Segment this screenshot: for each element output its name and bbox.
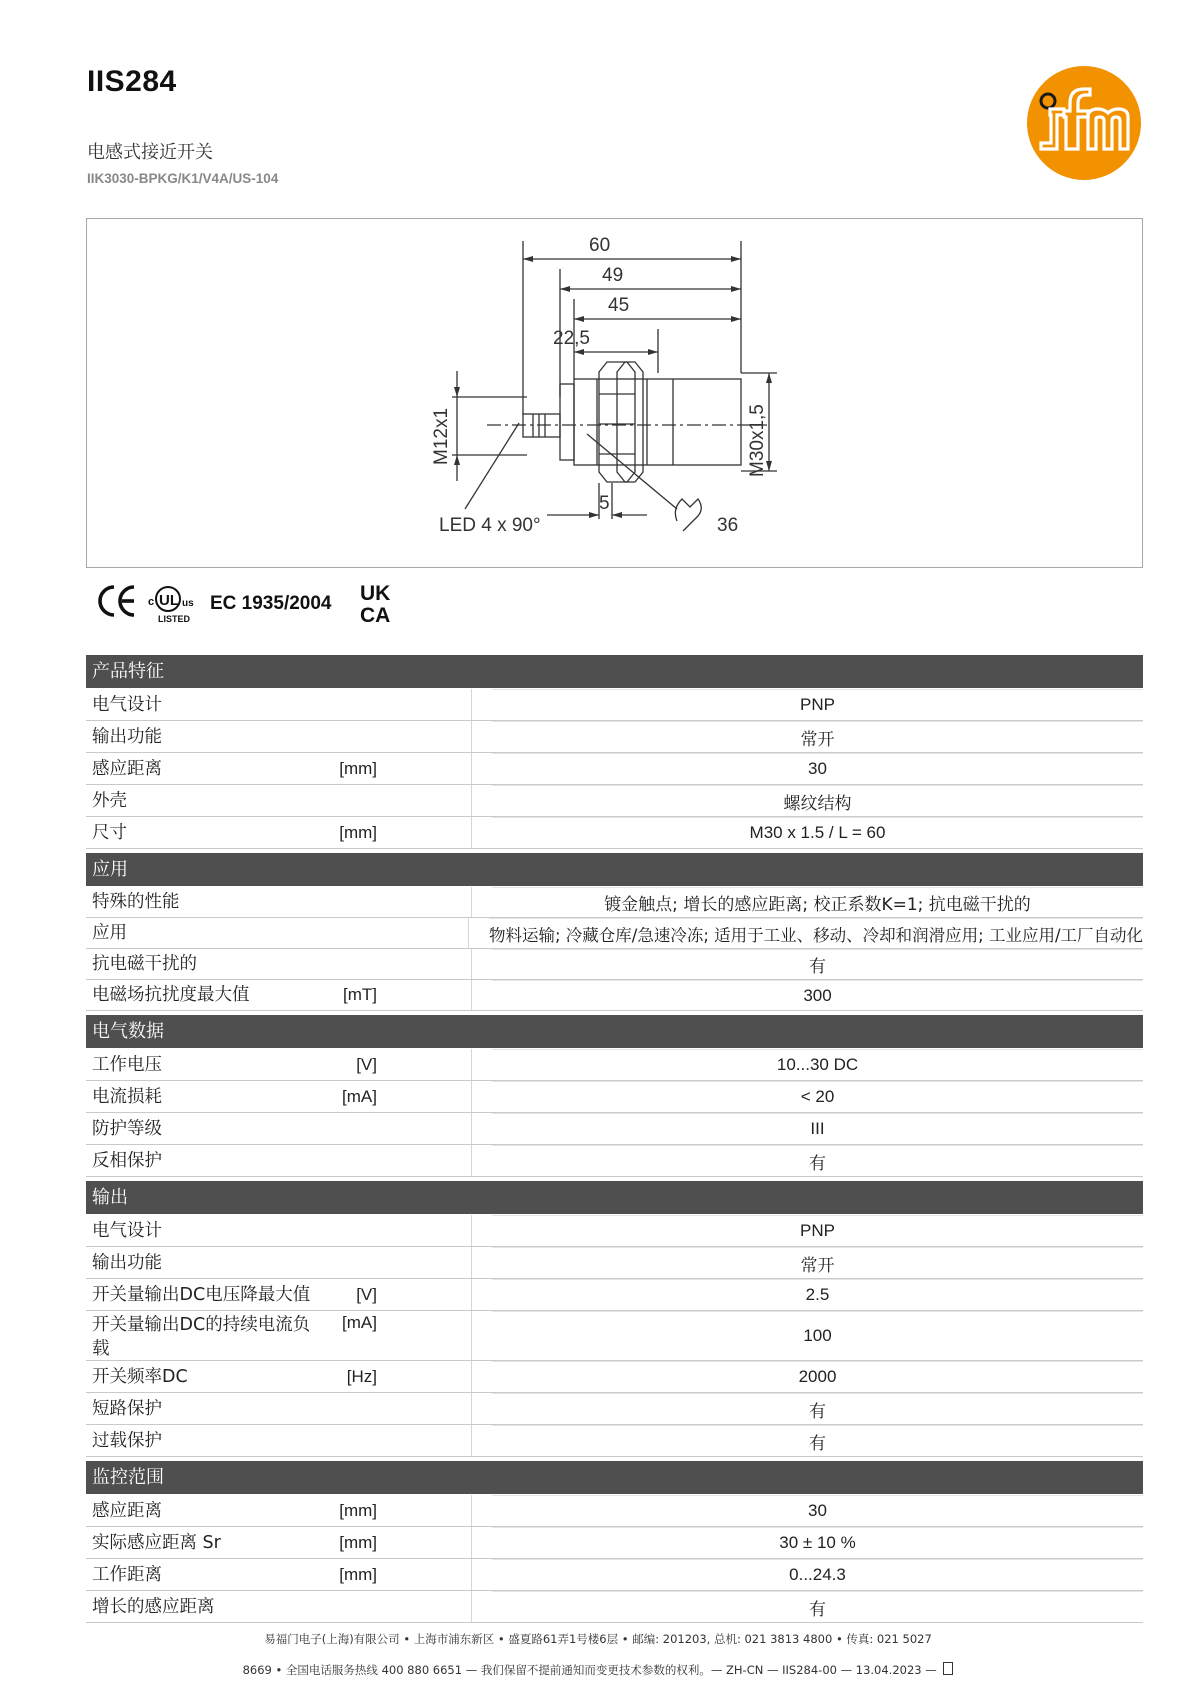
table-row — [86, 785, 1143, 817]
dim-60: 60 — [589, 235, 611, 256]
dim-5: 5 — [599, 493, 610, 514]
dim-45: 45 — [608, 295, 630, 316]
table-row — [86, 721, 1143, 753]
ul-listed-mark — [148, 587, 194, 624]
row-label: 开关频率DC — [92, 1366, 188, 1387]
product-subtitle: 电感式接近开关 — [87, 142, 213, 163]
row-value: 常开 — [492, 1247, 1143, 1278]
table-row — [86, 1081, 1143, 1113]
table-row — [86, 1559, 1143, 1591]
row-label: 电气设计 — [92, 694, 162, 715]
table-row — [86, 1425, 1143, 1457]
section-header: 监控范围 — [86, 1461, 1143, 1494]
svg-text:LISTED: LISTED — [158, 614, 191, 624]
dim-36: 36 — [717, 515, 739, 536]
section-output — [86, 1181, 1143, 1457]
row-label: 外壳 — [92, 790, 127, 811]
dimension-drawing-svg — [87, 219, 1144, 569]
row-unit: [mm] — [339, 822, 377, 842]
row-unit: [V] — [356, 1054, 377, 1074]
row-value: 物料运输; 冷藏仓库/急速冷冻; 适用于工业、移动、冷却和润滑应用; 工业应用/工厂自动化 — [489, 918, 1143, 948]
led-label: LED 4 x 90° — [439, 515, 541, 536]
ifm-logo — [1026, 65, 1142, 181]
row-value: 有 — [492, 1393, 1143, 1424]
table-row — [86, 753, 1143, 785]
dim-49: 49 — [602, 265, 624, 286]
row-unit: [Hz] — [346, 1366, 377, 1386]
dimension-drawing — [86, 218, 1143, 568]
row-unit: [V] — [356, 1284, 377, 1304]
table-row — [86, 1591, 1143, 1623]
row-label: 电流损耗 — [92, 1086, 162, 1107]
section-application — [86, 853, 1143, 1011]
row-unit: [mm] — [339, 1500, 377, 1520]
row-label: 应用 — [92, 923, 127, 943]
ce-mark — [100, 587, 134, 615]
section-electrical-data — [86, 1015, 1143, 1177]
row-value: 30 — [492, 753, 1143, 784]
row-label: 特殊的性能 — [92, 892, 180, 912]
row-unit: [mA] — [342, 1313, 377, 1332]
row-label: 抗电磁干扰的 — [92, 954, 197, 974]
row-label: 工作距离 — [92, 1564, 162, 1585]
svg-text:UL: UL — [159, 592, 179, 609]
section-header: 产品特征 — [86, 655, 1143, 688]
row-unit: [mm] — [339, 1564, 377, 1584]
table-row — [86, 1049, 1143, 1081]
table-row — [86, 817, 1143, 849]
row-value: 10...30 DC — [492, 1049, 1143, 1080]
row-value: 30 ± 10 % — [492, 1527, 1143, 1558]
row-value: 镀金触点; 增长的感应距离; 校正系数K=1; 抗电磁干扰的 — [492, 887, 1143, 917]
table-row — [86, 1113, 1143, 1145]
row-label: 输出功能 — [92, 726, 162, 747]
row-value: PNP — [492, 1215, 1143, 1246]
table-row — [86, 980, 1143, 1011]
ukca-mark — [360, 582, 390, 627]
row-label: 反相保护 — [92, 1150, 162, 1171]
row-value: 100 — [492, 1311, 1143, 1360]
row-unit: [mm] — [339, 758, 377, 778]
row-value: 30 — [492, 1495, 1143, 1526]
dim-m12: M12x1 — [431, 407, 452, 465]
row-label: 工作电压 — [92, 1054, 162, 1075]
article-number: IIK3030-BPKG/K1/V4A/US-104 — [87, 171, 279, 186]
row-value: 常开 — [492, 721, 1143, 752]
svg-text:CA: CA — [360, 604, 391, 627]
row-label: 电磁场抗扰度最大值 — [92, 985, 250, 1005]
section-header: 输出 — [86, 1181, 1143, 1214]
row-label: 感应距离 — [92, 758, 162, 779]
svg-text:c: c — [148, 596, 155, 608]
dim-22-5: 22,5 — [553, 328, 590, 349]
table-row — [86, 1247, 1143, 1279]
table-row — [86, 689, 1143, 721]
table-row — [86, 887, 1143, 918]
row-label: 防护等级 — [92, 1118, 162, 1139]
row-label: 尺寸 — [92, 822, 127, 843]
row-value: 有 — [492, 1591, 1143, 1622]
row-unit: [mA] — [342, 1086, 377, 1106]
table-row — [86, 1495, 1143, 1527]
row-label: 短路保护 — [92, 1398, 162, 1419]
row-label: 输出功能 — [92, 1252, 162, 1273]
row-value: III — [492, 1113, 1143, 1144]
row-unit: [mm] — [339, 1532, 377, 1552]
row-label: 实际感应距离 Sr — [92, 1532, 221, 1553]
section-monitoring-range — [86, 1461, 1143, 1623]
table-row — [86, 1279, 1143, 1311]
footer-legal-text: 8669 • 全国电话服务热线 400 880 6651 — 我们保留不提前通知而变更技术参数的权利。— ZH-CN — IIS284-00 — 13.04.2023 — — [242, 1663, 937, 1677]
table-row — [86, 1393, 1143, 1425]
ec-regulation: EC 1935/2004 — [210, 593, 332, 614]
spec-tables — [86, 655, 1143, 1623]
footer-legal — [0, 1662, 1196, 1678]
certification-row — [92, 578, 412, 628]
table-row — [86, 918, 1143, 949]
row-value: 0...24.3 — [492, 1559, 1143, 1590]
row-value: 2.5 — [492, 1279, 1143, 1310]
table-row — [86, 1311, 1143, 1361]
row-value: 300 — [492, 980, 1143, 1010]
document-icon — [943, 1662, 953, 1675]
row-value: 有 — [492, 949, 1143, 979]
row-value: 有 — [492, 1425, 1143, 1456]
row-value: PNP — [492, 689, 1143, 720]
row-label: 开关量输出DC电压降最大值 — [92, 1284, 311, 1305]
row-label: 开关量输出DC的持续电流负载 — [92, 1315, 311, 1359]
dim-m30: M30x1,5 — [747, 404, 768, 477]
row-value: M30 x 1.5 / L = 60 — [492, 817, 1143, 848]
table-row — [86, 949, 1143, 980]
section-product-features — [86, 655, 1143, 849]
section-header: 电气数据 — [86, 1015, 1143, 1048]
table-row — [86, 1215, 1143, 1247]
row-value: 螺纹结构 — [492, 785, 1143, 816]
section-header: 应用 — [86, 853, 1143, 886]
row-label: 电气设计 — [92, 1220, 162, 1241]
row-unit: [mT] — [343, 985, 377, 1004]
footer-address: 易福门电子(上海)有限公司 • 上海市浦东新区 • 盛夏路61弄1号楼6层 • 邮编: 201203, 总机: 021 3813 4800 • 传真: 021 5027 — [264, 1632, 932, 1646]
table-row — [86, 1361, 1143, 1393]
svg-text:us: us — [182, 598, 194, 609]
svg-text:UK: UK — [360, 582, 391, 605]
row-value: < 20 — [492, 1081, 1143, 1112]
table-row — [86, 1145, 1143, 1177]
row-value: 2000 — [492, 1361, 1143, 1392]
row-label: 过载保护 — [92, 1430, 162, 1451]
row-value: 有 — [492, 1145, 1143, 1176]
table-row — [86, 1527, 1143, 1559]
row-label: 增长的感应距离 — [92, 1596, 215, 1617]
row-label: 感应距离 — [92, 1500, 162, 1521]
product-code: IIS284 — [87, 65, 177, 98]
